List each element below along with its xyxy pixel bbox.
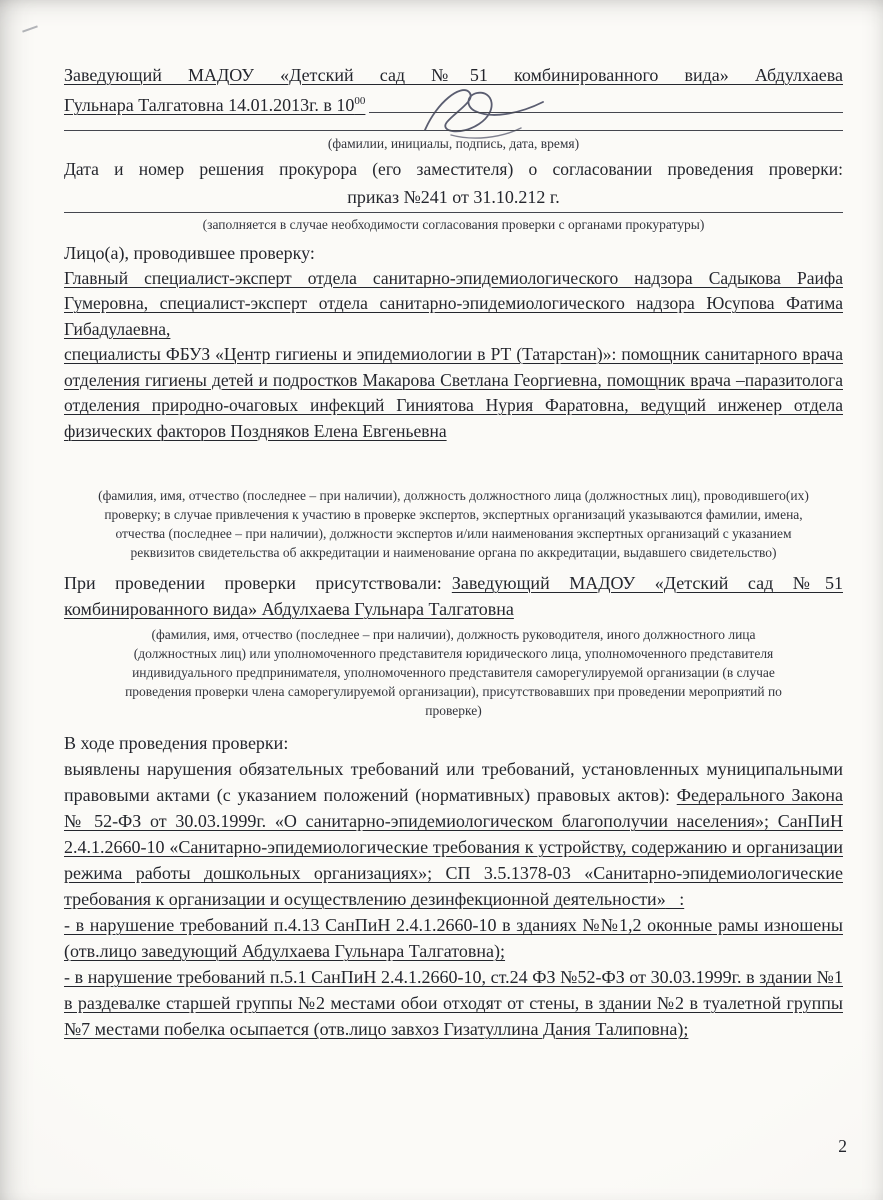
approver-date-time: Гульнара Талгатовна 14.01.2013г. в 10 [64,95,355,115]
inspectors-paragraph-2: специалисты ФБУЗ «Центр гигиены и эпидемиологии в РТ (Татарстан)»: помощник санитарного врача отделения гигиены детей и подростков Макарова Светлана Георгиевна, помощник врача –паразитолога отделения природно-очаговых инфекций Гиниятова Нурия Фаратовна, ведущий инженер отдела физических факторов Поздняков Елена Евгеньевна [64,344,843,441]
form-blank-line [64,118,843,131]
inspectors-caption: (фамилия, имя, отчество (последнее – при наличии), должность должностного лица (должностных лиц), проводившего(их) проверку; в случае привлечения к участию в проверке экспертов, экспертных организаций указываются фамилии, имена, отчества (последнее – при наличии), должности экспертов и/или наименования экспертных организаций с указанием реквизитов свидетельства об аккредитации и наименование органа по аккредитации, выдавшего свидетельство) [98,488,809,560]
approver-line-1 [64,62,843,88]
signature-caption: (фамилии, инициалы, подпись, дата, время) [327,136,580,151]
inspectors-paragraph-1: Главный специалист-эксперт отдела санитарно-эпидемиологического надзора Садыкова Раифа Гумеровна, специалист-эксперт отдела санитарно-эпидемиологического надзора Юсупова Фатима Гибадулаевна, [64,267,843,339]
order-text: приказ №241 от 31.10.212 г. [347,186,560,207]
prosecutor-order-line [64,184,843,213]
blank-area [64,444,843,486]
violation-item-2: - в нарушение требований п.5.1 СанПиН 2.4.1.2660-10, ст.24 ФЗ №52-ФЗ от 30.03.1999г. в здании №1 в раздевалке старшей группы №2 местами обои отходят от стены, в здании №2 в туалетной группы №7 местами побелка осыпается (отв.лицо завхоз Гизатуллина Дания Талиповна); [64,967,843,1039]
prosecutor-caption: (заполняется в случае необходимости согласования проверки с органами прокуратуры) [202,216,705,232]
inspectors-label: Лицо(а), проводившее проверку: [64,242,315,263]
approver-line-2 [64,88,843,118]
attendees-caption: (фамилия, имя, отчество (последнее – при наличии), должность руководителя, иного должностного лица (должностных лиц) или уполномоченного представителя юридического лица, уполномоченного представителя индивидуального предпринимателя, уполномоченного представителя саморегулируемой организации (в случае проведения проверки члена саморегулируемой организации), присутствовавших при проведении мероприятий по проверке) [125,627,782,718]
prosecutor-decision-line: Дата и номер решения прокурора (его заместителя) о согласовании проведения проверки: [64,159,843,179]
time-superscript: 00 [354,95,366,107]
violations-lead: выявлены нарушения обязательных требований или требований, установленных муниципальными правовыми актами (с указанием положений (нормативных) правовых актов): [64,759,843,805]
page-number: 2 [838,1136,847,1156]
violations-tail: : [665,889,685,909]
attendees-value: Заведующий МАДОУ «Детский сад №51 комбинированного вида» Абдулхаева Гульнара Талгатовна [64,573,843,619]
violations-paragraph [64,756,843,912]
approver-line-2-text [64,88,365,118]
form-blank-line [369,112,843,113]
violation-item-1: - в нарушение требований п.4.13 СанПиН 2.4.1.2660-10 в зданиях №№1,2 оконные рамы изношены (отв.лицо заведующий Абдулхаева Гульнара Талгатовна); [64,915,843,961]
attendees-label: При проведении проверки присутствовали: [64,573,442,593]
document-body [64,62,843,1042]
approver-line-1-text: Заведующий МАДОУ «Детский сад №51 комбинированного вида» Абдулхаева [64,65,843,85]
findings-intro: В ходе проведения проверки: [64,733,289,753]
violations-references: Федерального Закона № 52-ФЗ от 30.03.1999г. «О санитарно-эпидемиологическом благополучии населения»; СанПиН 2.4.1.2660-10 «Санитарно-эпидемиологические требования к устройству, содержанию и организации режима работы дошкольных организациях»; СП 3.5.1378-03 «Санитарно-эпидемиологические требования к организации и осуществлению дезинфекционной деятельности» [64,785,843,909]
pen-mark-icon [22,25,38,32]
attendees-line [64,570,843,622]
